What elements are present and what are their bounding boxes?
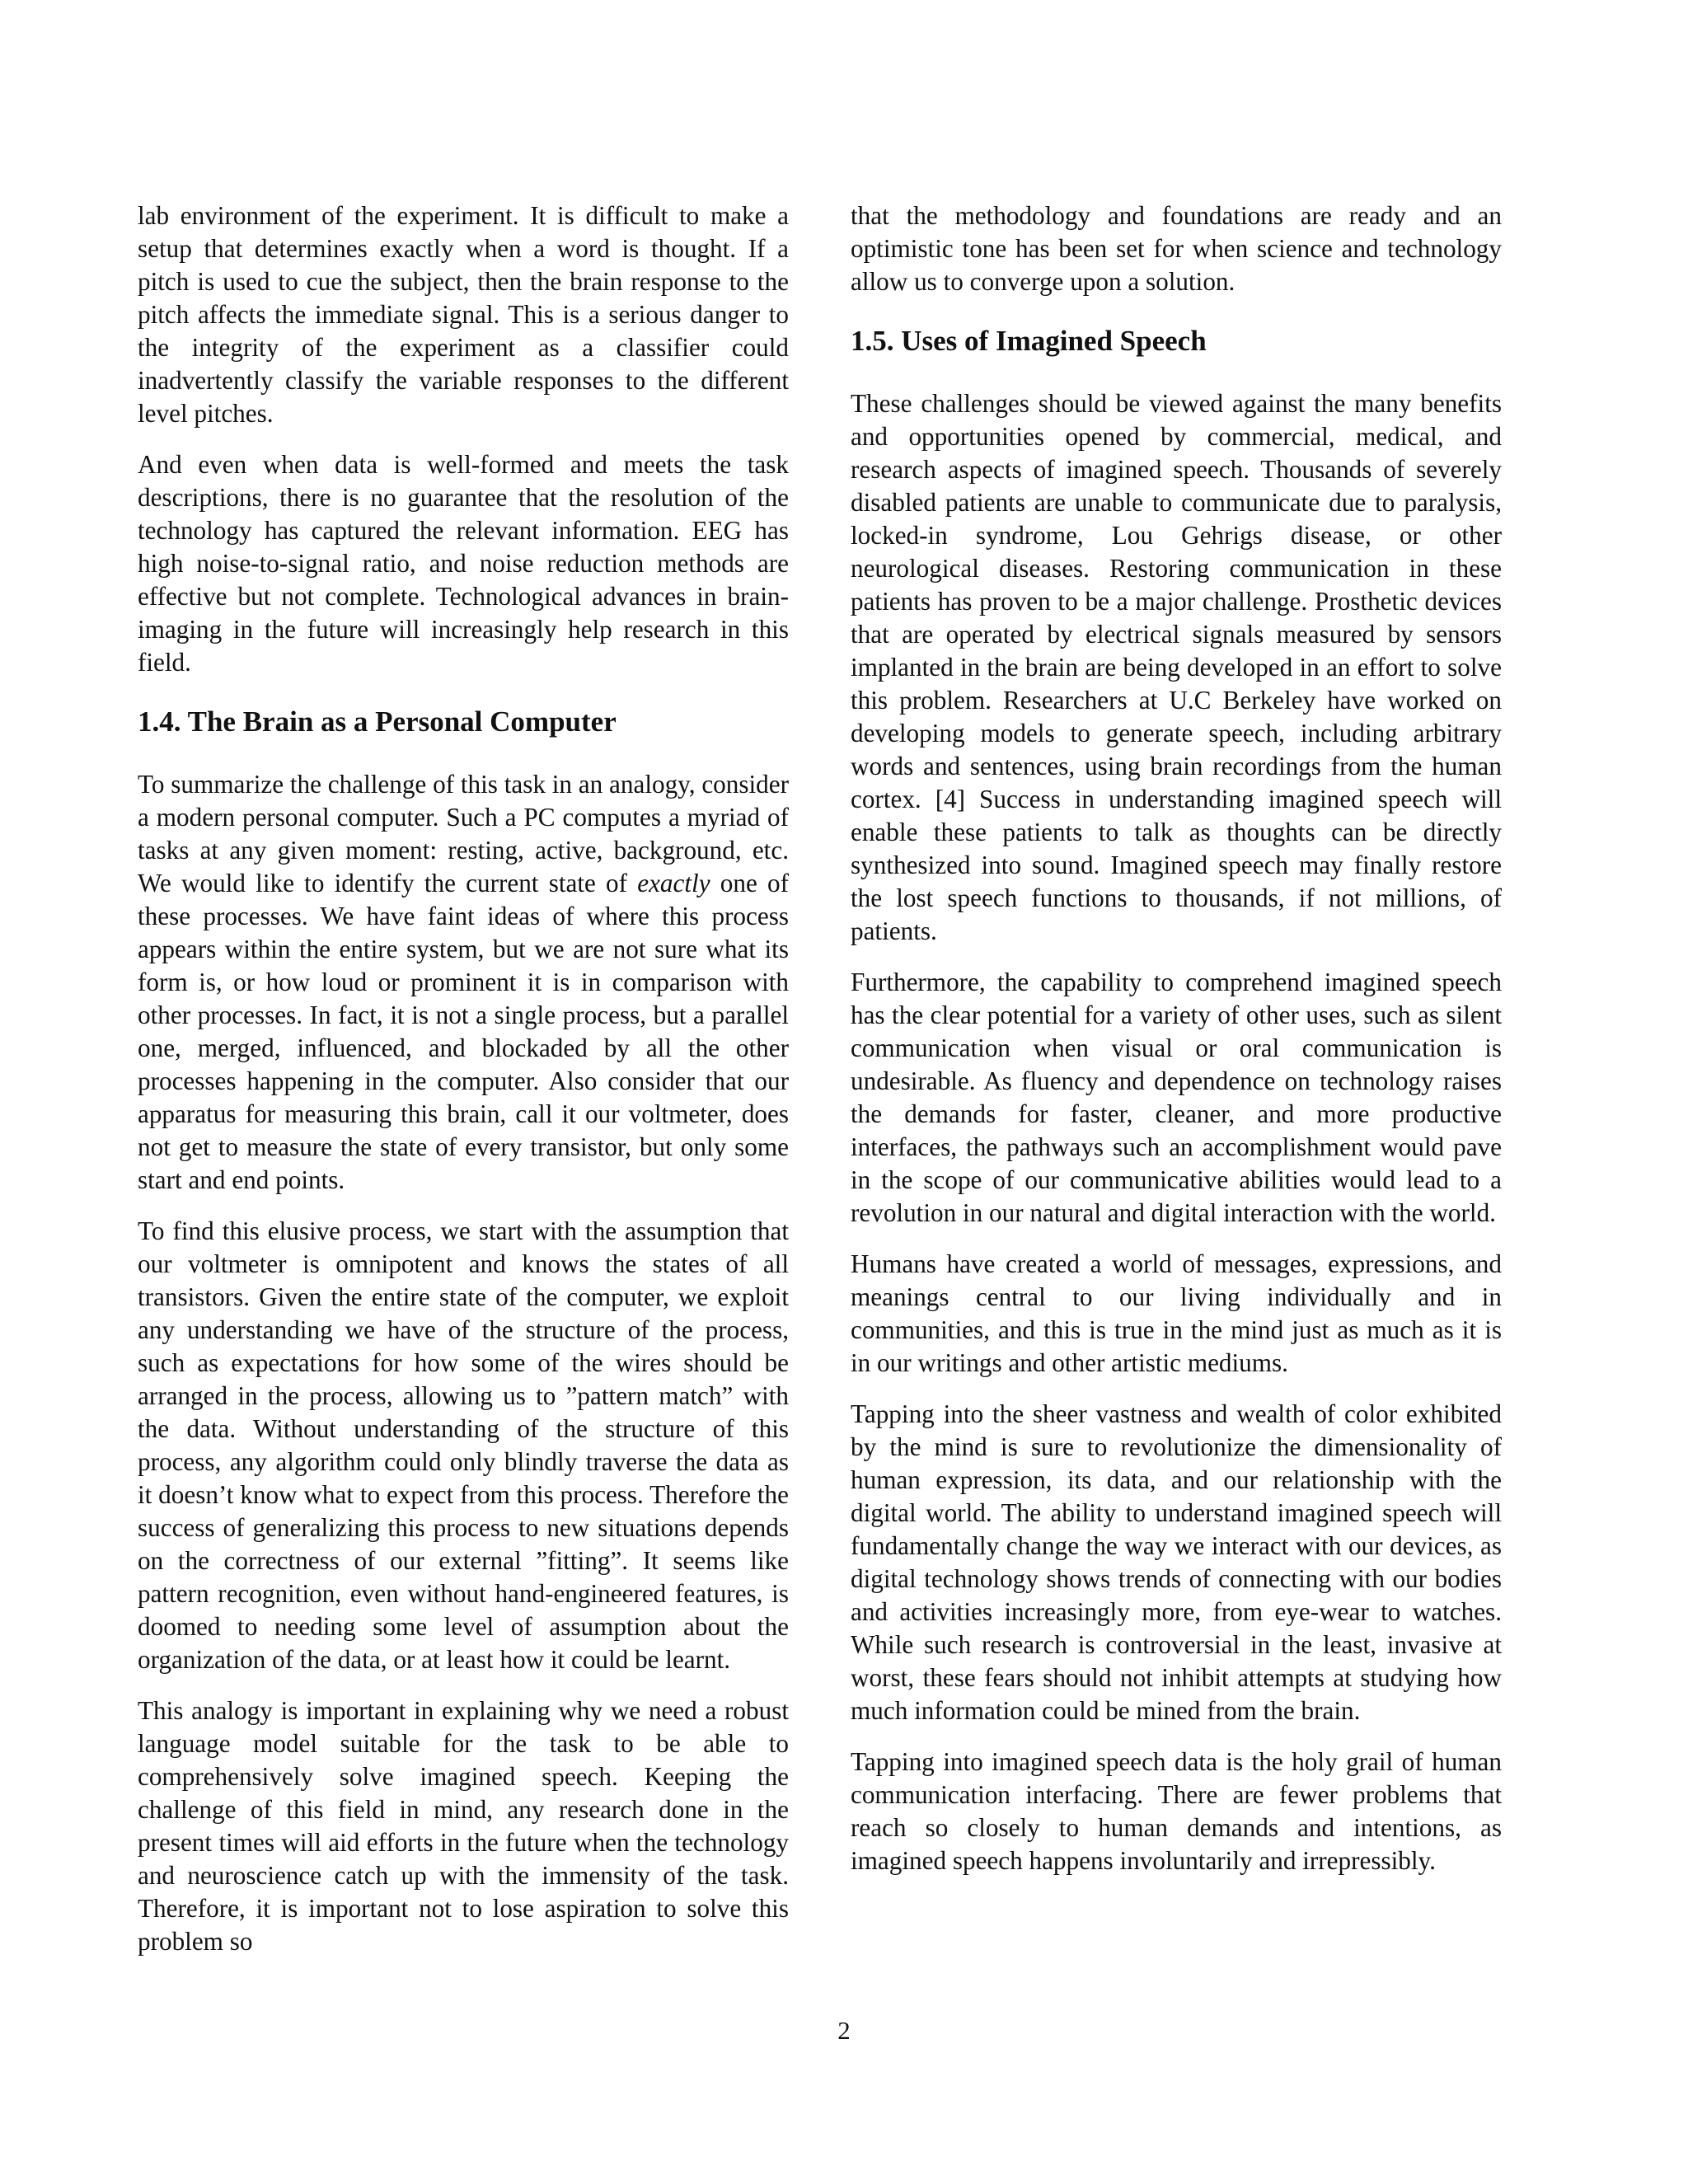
paragraph-analogy-importance: This analogy is important in explaining why we need a robust language model suitable for the task to be able to comprehensively solve imagined speech. Keeping the challenge of this field in mind, any research done in the present times will aid efforts in the future when the technology and neuroscience catch up with the immensity of the task. Therefore, it is important not to lose aspiration to solve this problem so	[138, 1696, 789, 1956]
paragraph-data-well-formed: And even when data is well-formed and meets the task descriptions, there is no guarantee that the resolution of the technology has captured the relevant information. EEG has high noise-to-signal ratio, and noise reduction methods are effective but not complete. Technological advances in brain-imaging in the future will increasingly help research in this field.	[138, 450, 789, 677]
page-number: 2	[837, 2016, 851, 2045]
paragraph-pc-analogy-part-1: To summarize the challenge of this task in an analogy, consider a modern personal computer. Such a PC computes a myriad of tasks at any given moment: resting, active, background, etc. We would like to identify the current state of	[138, 770, 789, 898]
paragraph-holy-grail: Tapping into imagined speech data is the holy grail of human communication interfacing. There are fewer problems that reach so closely to human demands and intentions, as imagined speech happens involuntarily and irrepressibly.	[851, 1747, 1502, 1875]
paragraph-methodology-ready: that the methodology and foundations are ready and an optimistic tone has been set for when science and technology allow us to converge upon a solution.	[851, 201, 1502, 296]
paragraph-vastness-of-color: Tapping into the sheer vastness and wealth of color exhibited by the mind is sure to revolutionize the dimensionality of human expression, its data, and our relationship with the digital world. The ability to understand imagined speech will fundamentally change the way we interact with our devices, as digital technology shows trends of connecting with our bodies and activities increasingly more, from eye-wear to watches. While such research is controversial in the least, invasive at worst, these fears should not inhibit attempts at studying how much information could be mined from the brain.	[851, 1399, 1502, 1725]
section-heading-brain-personal-computer: 1.4. The Brain as a Personal Computer	[138, 705, 617, 738]
paragraph-pc-analogy	[138, 768, 789, 1197]
paragraph-benefits: These challenges should be viewed against the many benefits and opportunities opened by commercial, medical, and research aspects of imagined speech. Thousands of severely disabled patients are unable to communicate due to paralysis, locked-in syndrome, Lou Gehrigs disease, or other neurological diseases. Restoring communication in these patients has proven to be a major challenge. Prosthetic devices that are operated by electrical signals measured by sensors implanted in the brain are being developed in an effort to solve this problem. Researchers at U.C Berkeley have worked on developing models to generate speech, including arbitrary words and sentences, using brain recordings from the human cortex. [4] Success in understanding imagined speech will enable these patients to talk as thoughts can be directly synthesized into sound. Imagined speech may finally restore the lost speech functions to thousands, if not millions, of patients.	[851, 389, 1502, 945]
emphasis-exactly: exactly	[637, 869, 710, 898]
right-column	[851, 199, 1502, 1896]
paragraph-other-uses: Furthermore, the capability to comprehend imagined speech has the clear potential for a variety of other uses, such as silent communication when visual or oral communication is undesirable. As fluency and dependence on technology raises the demands for faster, cleaner, and more productive interfaces, the pathways such an accomplishment would pave in the scope of our communicative abilities would lead to a revolution in our natural and digital interaction with the world.	[851, 968, 1502, 1227]
section-heading-uses-imagined-speech: 1.5. Uses of Imagined Speech	[851, 325, 1207, 357]
paragraph-lab-environment: lab environment of the experiment. It is difficult to make a setup that determines exactly when a word is thought. If a pitch is used to cue the subject, then the brain response to the pitch affects the immediate signal. This is a serious danger to the integrity of the experiment as a classifier could inadvertently classify the variable responses to the different level pitches.	[138, 201, 789, 428]
left-column	[138, 199, 789, 1976]
paragraph-world-of-messages: Humans have created a world of messages, expressions, and meanings central to our living individually and in communities, and this is true in the mind just as much as it is in our writings and other artistic mediums.	[851, 1249, 1502, 1377]
paragraph-elusive-process: To find this elusive process, we start with the assumption that our voltmeter is omnipotent and knows the states of all transistors. Given the entire state of the computer, we exploit any understanding we have of the structure of the process, such as expectations for how some of the wires should be arranged in the process, allowing us to ”pattern match” with the data. Without understanding of the structure of this process, any algorithm could only blindly traverse the data as it doesn’t know what to expect from this process. Therefore the success of generalizing this process to new situations depends on the correctness of our external ”fitting”. It seems like pattern recognition, even without hand-engineered features, is doomed to needing some level of assumption about the organization of the data, or at least how it could be learnt.	[138, 1216, 789, 1674]
paragraph-pc-analogy-part-2: one of these processes. We have faint ideas of where this process appears within the entire system, but we are not sure what its form is, or how loud or prominent it is in comparison with other processes. In fact, it is not a single process, but a parallel one, merged, influenced, and blockaded by all the other processes happening in the computer. Also consider that our apparatus for measuring this brain, call it our voltmeter, does not get to measure the state of every transistor, but only some start and end points.	[138, 869, 789, 1194]
